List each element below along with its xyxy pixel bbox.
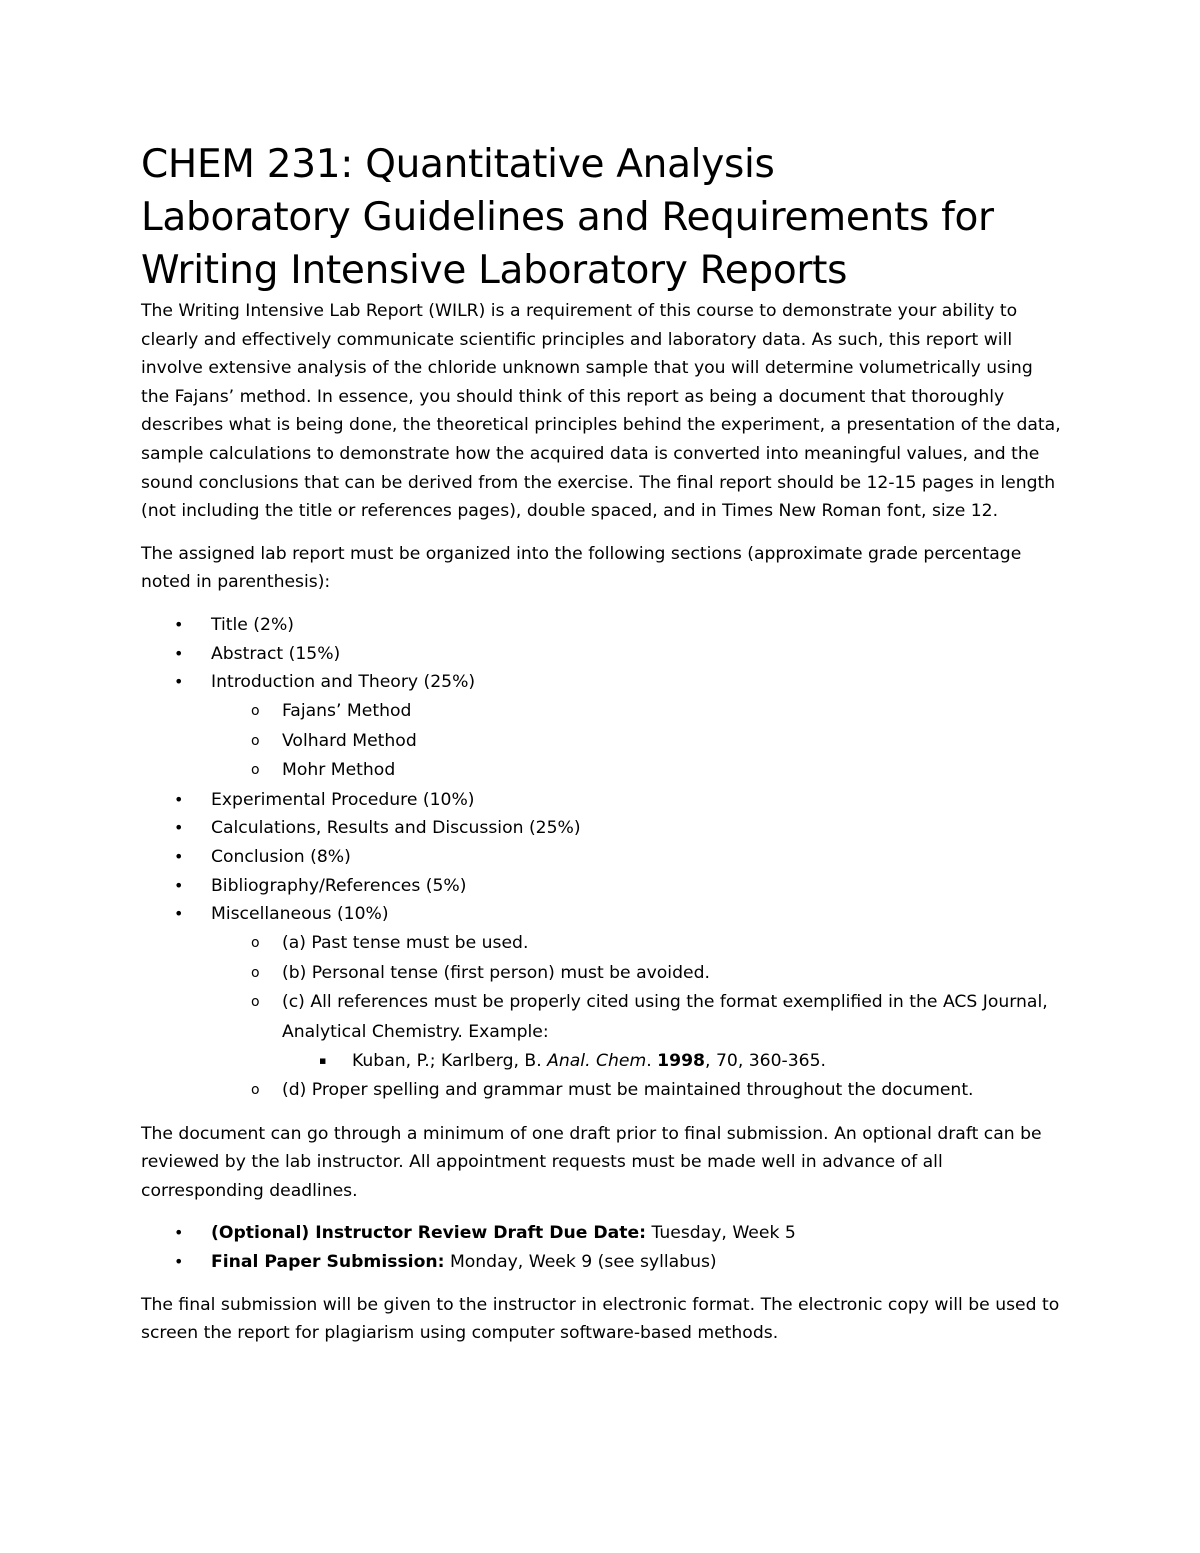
list-item-label: Experimental Procedure (10%) bbox=[211, 789, 475, 810]
circle-bullet-icon: o bbox=[251, 994, 260, 1011]
deadline-value: Tuesday, Week 5 bbox=[646, 1223, 796, 1244]
list-item-conclusion bbox=[141, 843, 1066, 872]
sublist-item bbox=[211, 1076, 1066, 1106]
deadline-label: Final Paper Submission: bbox=[211, 1252, 445, 1273]
bullet-icon: • bbox=[174, 1252, 184, 1272]
sections-intro-paragraph: The assigned lab report must be organized into the following sections (approximate grade percentage noted in parenthesis): bbox=[141, 543, 1022, 593]
list-item-label: Miscellaneous (10%) bbox=[211, 904, 389, 925]
list-item-experimental bbox=[141, 786, 1066, 815]
deadline-final bbox=[141, 1248, 1066, 1277]
bullet-icon: • bbox=[174, 846, 184, 866]
title-line-2: Laboratory Guidelines and Requirements for bbox=[141, 195, 994, 240]
sublist-item bbox=[211, 727, 1066, 757]
list-item-label: Abstract (15%) bbox=[211, 643, 341, 664]
list-item-label: Bibliography/References (5%) bbox=[211, 875, 467, 896]
document-title bbox=[141, 138, 1066, 297]
circle-bullet-icon: o bbox=[251, 1082, 260, 1099]
bullet-icon: • bbox=[174, 875, 184, 895]
sublist-item bbox=[211, 929, 1066, 959]
list-item-miscellaneous bbox=[141, 900, 1066, 1105]
miscellaneous-sublist bbox=[211, 929, 1066, 1106]
document-page bbox=[141, 138, 1066, 1348]
reference-journal-dot: . bbox=[646, 1051, 658, 1072]
bullet-icon: • bbox=[174, 643, 184, 663]
bullet-icon: • bbox=[174, 904, 184, 924]
reference-rest: , 70, 360-365. bbox=[705, 1051, 827, 1072]
sublist-item bbox=[211, 959, 1066, 989]
circle-bullet-icon: o bbox=[251, 732, 260, 749]
document-body bbox=[141, 297, 1066, 1348]
reference-authors: Kuban, P.; Karlberg, B. bbox=[352, 1051, 548, 1072]
sublist-item-label: Volhard Method bbox=[282, 730, 417, 751]
deadline-label: (Optional) Instructor Review Draft Due Date: bbox=[211, 1223, 646, 1244]
title-line-1: CHEM 231: Quantitative Analysis bbox=[141, 142, 775, 187]
sublist-item-label: (d) Proper spelling and grammar must be maintained throughout the document. bbox=[282, 1080, 974, 1101]
list-item-label: Conclusion (8%) bbox=[211, 846, 351, 867]
sublist-item bbox=[211, 697, 1066, 727]
intro-paragraph: The Writing Intensive Lab Report (WILR) is a requirement of this course to demonstrate your ability to clearly and effectively communicate scientific principles and laboratory data. As such, this report will involve extensive analysis of the chloride unknown sample that you will determine volumetrically using the Fajans’ method. In essence, you should think of this report as being a document that thoroughly describes what is being done, the theoretical principles behind the experiment, a presentation of the data, sample calculations to demonstrate how the acquired data is converted into meaningful values, and the sound conclusions that can be derived from the exercise. The final report should be 12-15 pages in length (not including the title or references pages), double spaced, and in Times New Roman font, size 12. bbox=[141, 301, 1061, 522]
square-bullet-icon: ▪ bbox=[319, 1054, 327, 1068]
reference-example-list bbox=[282, 1047, 1066, 1076]
list-item-calculations bbox=[141, 814, 1066, 843]
sublist-item bbox=[211, 756, 1066, 786]
sublist-item-label: (c) All references must be properly cited using the format exemplified in the ACS Journal, Analytical Chemistry. Example: bbox=[282, 992, 1048, 1042]
bullet-icon: • bbox=[174, 789, 184, 809]
sublist-item-label: Mohr Method bbox=[282, 760, 396, 781]
circle-bullet-icon: o bbox=[251, 703, 260, 720]
sublist-item-label: Fajans’ Method bbox=[282, 701, 412, 722]
introduction-sublist bbox=[211, 697, 1066, 786]
sublist-item-label: (b) Personal tense (first person) must be avoided. bbox=[282, 962, 710, 983]
circle-bullet-icon: o bbox=[251, 935, 260, 952]
deadlines-list bbox=[141, 1219, 1066, 1276]
deadline-review bbox=[141, 1219, 1066, 1248]
list-item-abstract bbox=[141, 640, 1066, 669]
list-item-bibliography bbox=[141, 872, 1066, 901]
deadline-value: Monday, Week 9 (see syllabus) bbox=[444, 1252, 717, 1273]
sublist-item bbox=[211, 988, 1066, 1076]
list-item-title bbox=[141, 611, 1066, 640]
bullet-icon: • bbox=[174, 614, 184, 634]
closing-paragraph: The final submission will be given to the instructor in electronic format. The electronic copy will be used to screen the report for plagiarism using computer software-based methods. bbox=[141, 1294, 1060, 1344]
reference-year: 1998 bbox=[657, 1051, 706, 1072]
reference-journal: Anal. Chem bbox=[547, 1051, 647, 1072]
list-item-label: Title (2%) bbox=[211, 614, 294, 635]
bullet-icon: • bbox=[174, 818, 184, 838]
circle-bullet-icon: o bbox=[251, 762, 260, 779]
list-item-label: Calculations, Results and Discussion (25%) bbox=[211, 818, 581, 839]
list-item-label: Introduction and Theory (25%) bbox=[211, 672, 476, 693]
list-item-introduction bbox=[141, 668, 1066, 785]
sublist-item-label: (a) Past tense must be used. bbox=[282, 933, 529, 954]
bullet-icon: • bbox=[174, 672, 184, 692]
draft-paragraph: The document can go through a minimum of one draft prior to final submission. An optional draft can be reviewed by the lab instructor. All appointment requests must be made well in advance of all corresponding deadlines. bbox=[141, 1123, 1042, 1201]
title-line-3: Writing Intensive Laboratory Reports bbox=[141, 248, 848, 293]
reference-example bbox=[282, 1047, 1066, 1076]
sections-list bbox=[141, 611, 1066, 1106]
bullet-icon: • bbox=[174, 1223, 184, 1243]
circle-bullet-icon: o bbox=[251, 964, 260, 981]
